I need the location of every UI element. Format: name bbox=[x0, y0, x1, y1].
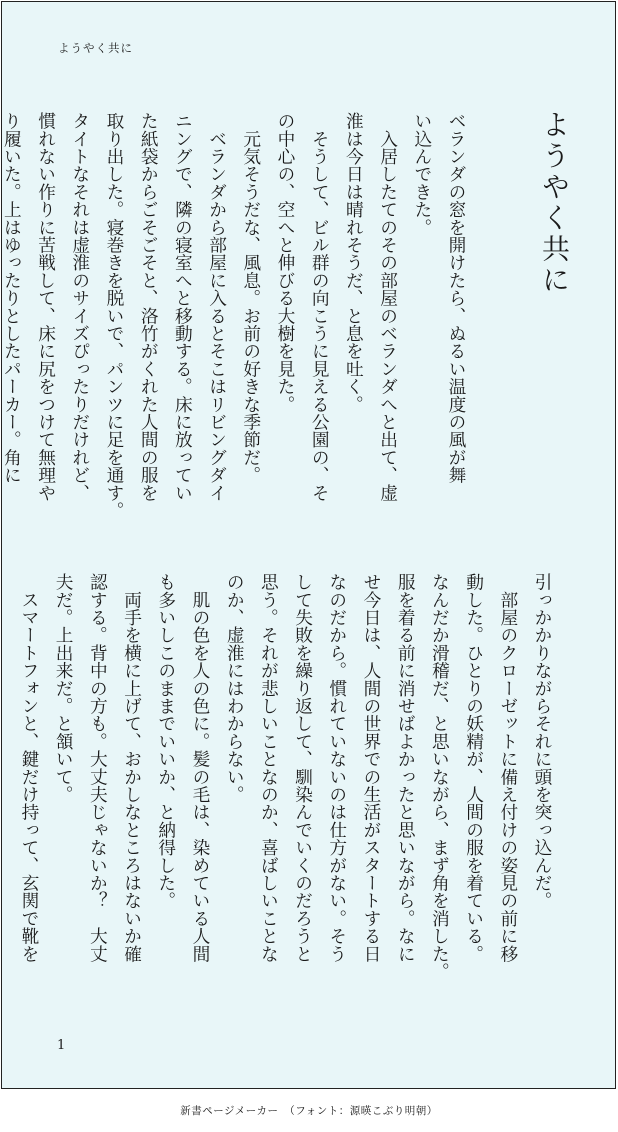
text-line: ベランダの窓を開けたら、ぬるい温度の風が舞 bbox=[446, 112, 466, 484]
generator-credit: 新書ページメーカー （フォント：源暎こぶり明朝） bbox=[180, 1105, 438, 1117]
text-line: のか、虚淮にはわからない。 bbox=[224, 573, 245, 804]
chapter-title: ようやく共に bbox=[538, 110, 571, 296]
text-line: 動した。ひとりの妖精が、人間の服を着ている。 bbox=[463, 573, 484, 963]
text-line: せ今日は、人間の世界での生活がスタートする日 bbox=[360, 573, 381, 963]
text-line: 入居したてのその部屋のベランダへと出て、虚 bbox=[377, 112, 398, 502]
text-line: 服を着る前に消せばよかったと思いながら。なに bbox=[395, 573, 416, 963]
text-line: も多いしこのままでいいか、と納得した。 bbox=[155, 573, 176, 910]
text-line: 部屋のクローゼットに備え付けの姿見の前に移 bbox=[497, 573, 518, 963]
text-line: 夫だ。上出来だ。と頷いて。 bbox=[53, 573, 74, 804]
text-line: タイトなそれは虚淮のサイズぴったりだけれど、 bbox=[69, 112, 90, 502]
text-line: た紙袋からごそごそと、洛竹がくれた人間の服を bbox=[138, 112, 159, 502]
text-line: い込んできた。 bbox=[411, 112, 432, 236]
text-line: 認する。背中の方も。大丈夫じゃないか？ 大丈 bbox=[87, 573, 108, 963]
upper-text-block bbox=[0, 112, 473, 532]
text-line: して失敗を繰り返して、馴染んでいくのだろうと bbox=[292, 573, 313, 963]
page-number: 1 bbox=[57, 1038, 66, 1053]
text-line: 思う。それが悲しいことなのか、喜ばしいことな bbox=[258, 573, 279, 963]
text-line: 引っかかりながらそれに頭を突っ込んだ。 bbox=[532, 573, 552, 910]
text-line: 肌の色を人の色に。髪の毛は、染めている人間 bbox=[189, 573, 210, 963]
text-line: 元気そうだな、風息。お前の好きな季節だ。 bbox=[240, 112, 261, 484]
text-line: の中心の、空へと伸びる大樹を見た。 bbox=[274, 112, 295, 413]
text-line: なんだか滑稽だ、と思いながら、まず角を消した。 bbox=[429, 573, 450, 981]
text-line: 慣れない作りに苦戦して、床に尻をつけて無理や bbox=[35, 112, 56, 502]
text-line: り履いた。上はゆったりとしたパーカー。角に bbox=[1, 112, 22, 484]
book-page bbox=[1, 1, 616, 1089]
text-line: 取り出した。寝巻きを脱いで、パンツに足を通す。 bbox=[103, 112, 124, 520]
text-line: 淮は今日は晴れそうだ、と息を吐く。 bbox=[343, 112, 364, 413]
lower-text-block bbox=[12, 573, 559, 993]
running-header: ようやく共に bbox=[58, 41, 133, 55]
text-line: 両手を横に上げて、おかしなところはないか確 bbox=[121, 573, 142, 963]
text-line: スマートフォンと、鍵だけ持って、玄関で靴を bbox=[18, 573, 39, 963]
text-line: ベランダから部屋に入るとそこはリビングダイ bbox=[206, 112, 227, 502]
text-line: なのだから。慣れていないのは仕方がない。そう bbox=[326, 573, 347, 963]
text-line: ニングで、隣の寝室へと移動する。床に放ってい bbox=[172, 112, 193, 502]
text-line: そうして、ビル群の向こうに見える公園の、そ bbox=[309, 112, 330, 502]
